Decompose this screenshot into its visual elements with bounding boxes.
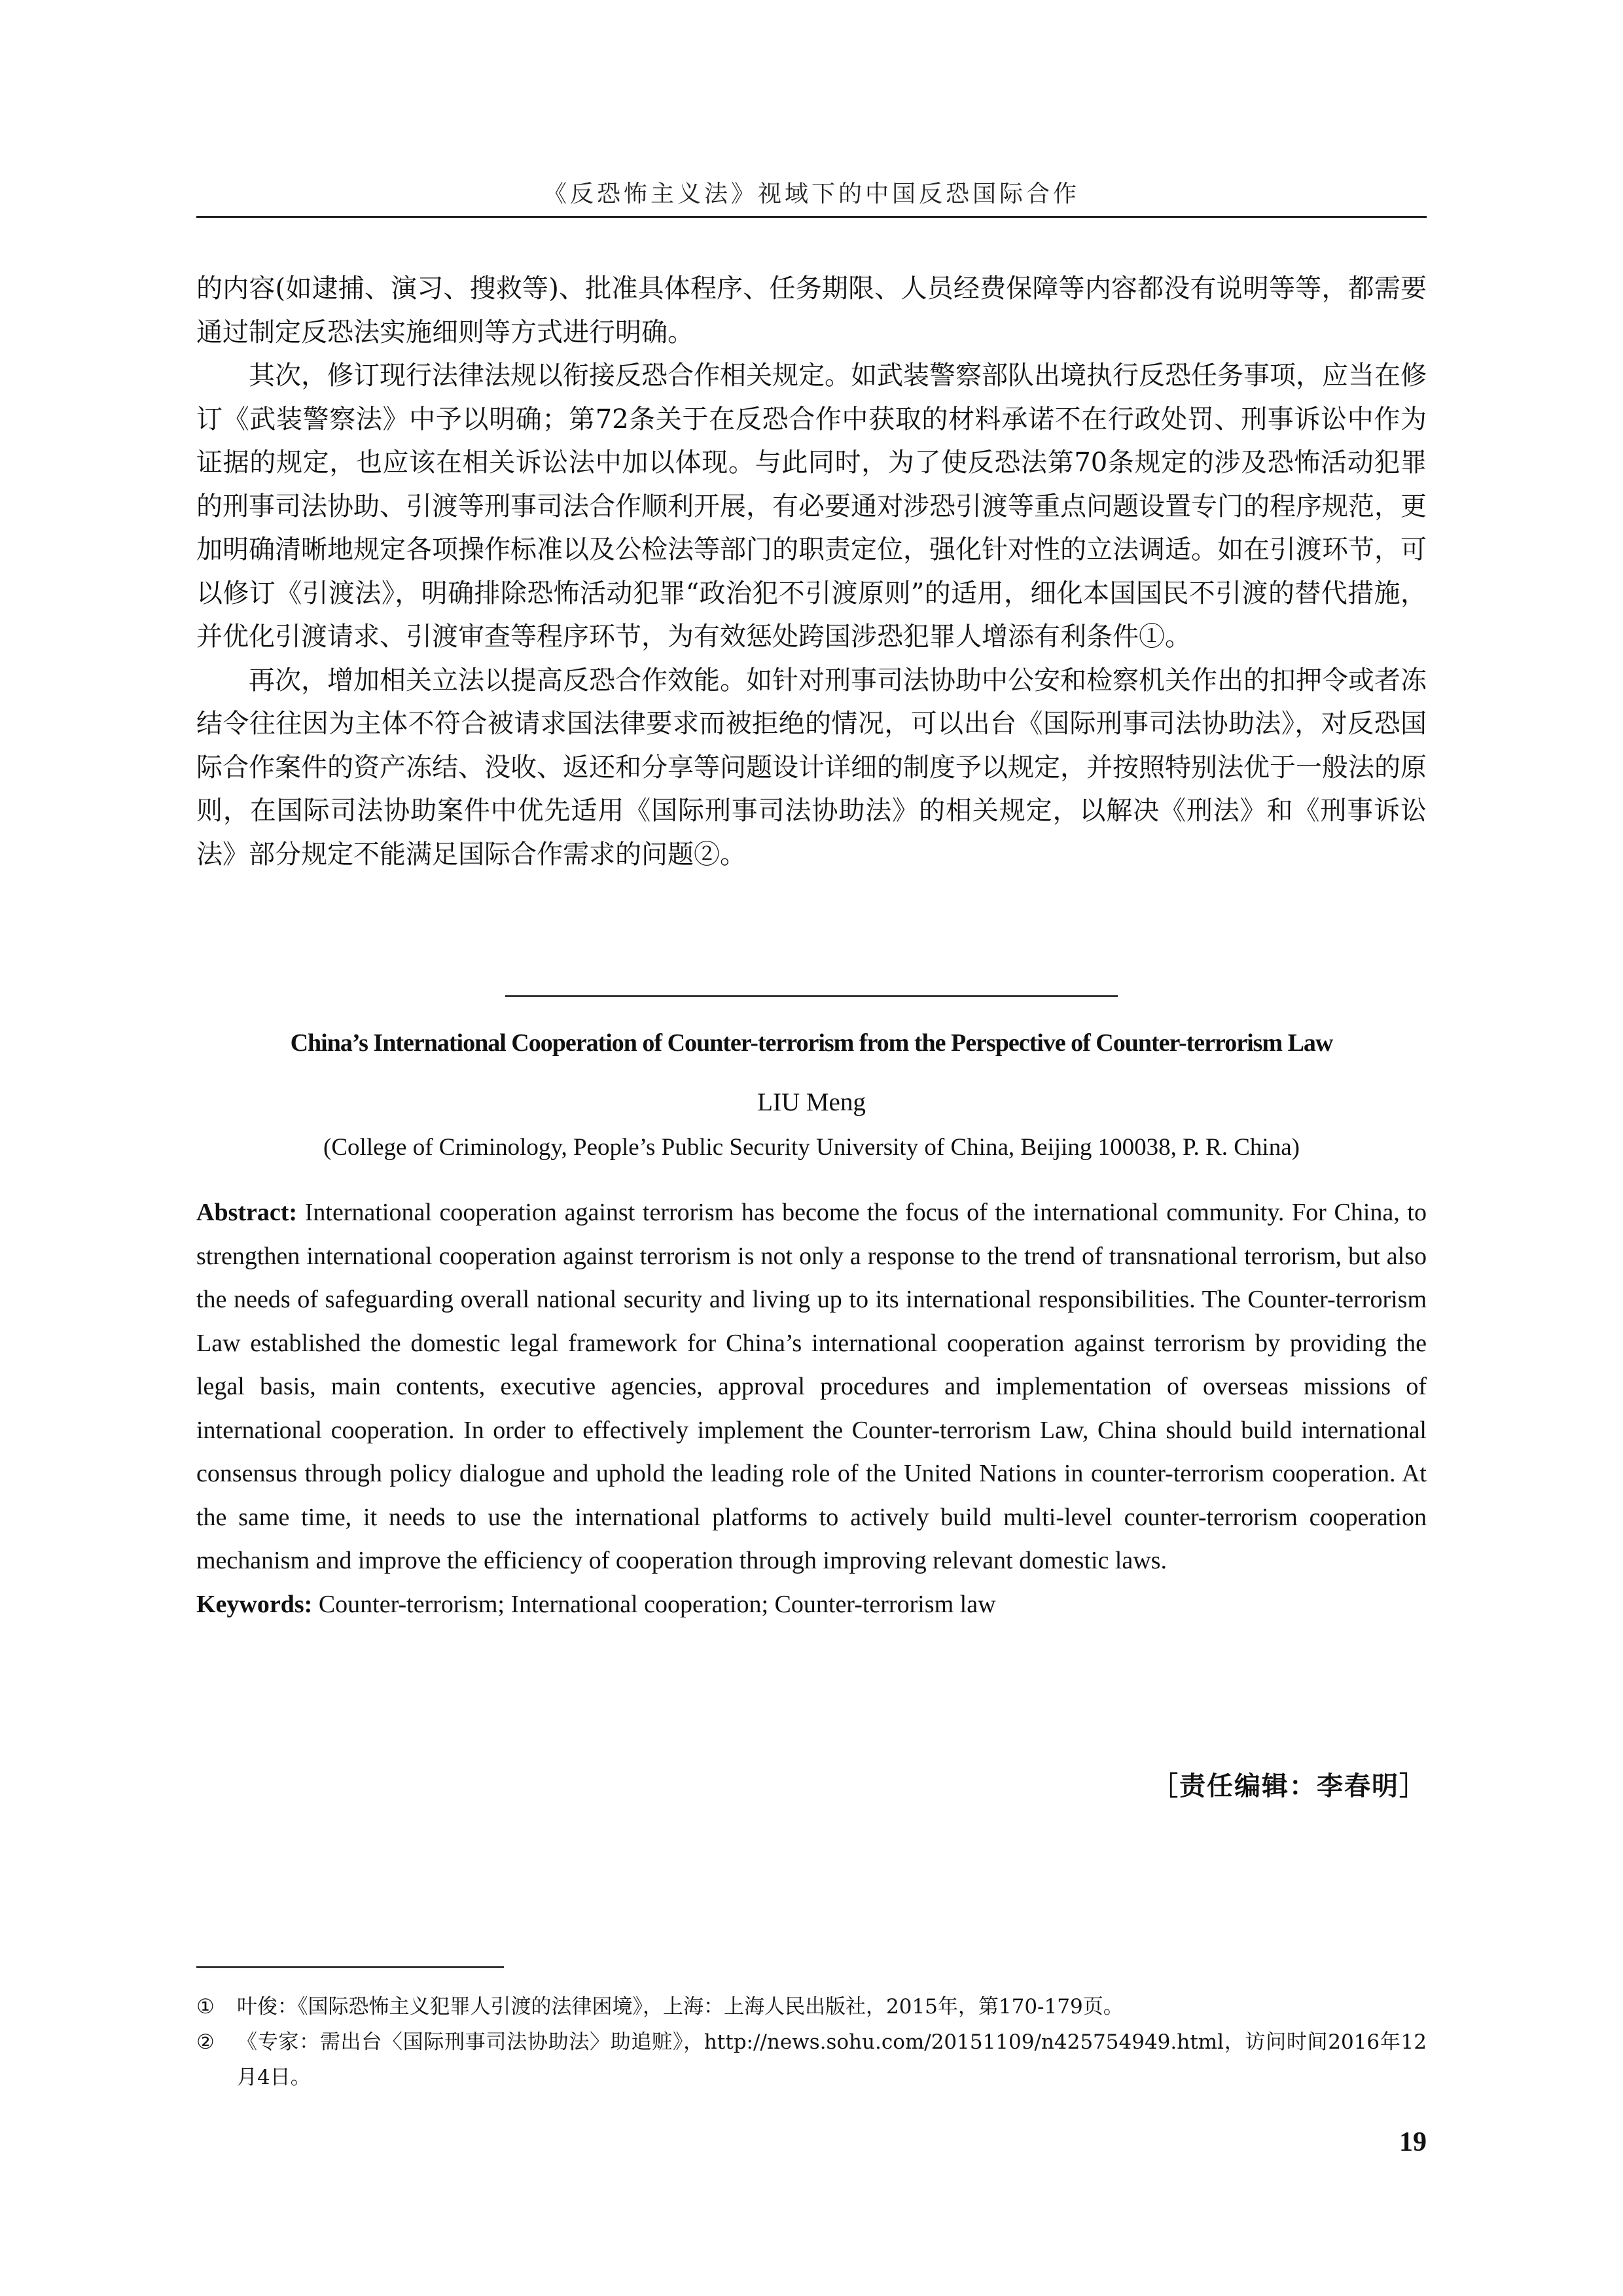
keywords-text: Counter-terrorism; International cooperation; Counter-terrorism law (312, 1590, 996, 1618)
footnote-text: 叶俊：《国际恐怖主义犯罪人引渡的法律困境》，上海：上海人民出版社，2015年，第170-179页。 (237, 1995, 1124, 2019)
page-number: 19 (1399, 2127, 1427, 2157)
abstract-text: International cooperation against terrorism has become the focus of the international community. For China, to strengthen international cooperation against terrorism is not only a response to the trend of transnational terrorism, but also the needs of safeguarding overall national security and living up to its international responsibilities. The Counter-terrorism Law established the domestic legal framework for China’s international cooperation against terrorism by providing the legal basis, main contents, executive agencies, approval procedures and implementation of overseas missions of international cooperation. In order to effectively implement the Counter-terrorism Law, China should build international consensus through policy dialogue and uphold the leading role of the United Nations in counter-terrorism cooperation. At the same time, it needs to use the international platforms to actively build multi-level counter-terrorism cooperation mechanism and improve the efficiency of cooperation through improving relevant domestic laws. (196, 1199, 1427, 1574)
footnote (196, 1989, 1427, 2024)
abstract-paragraph (196, 1191, 1427, 1583)
english-affiliation: (College of Criminology, People’s Public Security University of China, Beijing 100038, P. R. China) (323, 1134, 1300, 1161)
header-rule (196, 216, 1427, 218)
english-abstract (196, 1191, 1427, 1626)
keywords-paragraph (196, 1583, 1427, 1627)
footnote-mark: ② (196, 2030, 215, 2054)
footnote-mark: ① (196, 1995, 215, 2019)
footnote (196, 2024, 1427, 2095)
body-paragraph: 其次，修订现行法律法规以衔接反恐合作相关规定。如武装警察部队出境执行反恐任务事项，应当在修订《武装警察法》中予以明确；第72条关于在反恐合作中获取的材料承诺不在行政处罚、刑事诉讼中作为证据的规定，也应该在相关诉讼法中加以体现。与此同时，为了使反恐法第70条规定的涉及恐怖活动犯罪的刑事司法协助、引渡等刑事司法合作顺利开展，有必要通对涉恐引渡等重点问题设置专门的程序规范，更加明确清晰地规定各项操作标准以及公检法等部门的职责定位，强化针对性的立法调适。如在引渡环节，可以修订《引渡法》，明确排除恐怖活动犯罪“政治犯不引渡原则”的适用，细化本国国民不引渡的替代措施，并优化引渡请求、引渡审查等程序环节，为有效惩处跨国涉恐犯罪人增添有利条件①。 (196, 361, 1427, 652)
footnote-text: 《专家：需出台〈国际刑事司法协助法〉助追赃》，http://news.sohu.com/20151109/n425754949.html，访问时间2016年12月4日。 (237, 2030, 1427, 2089)
chinese-body-text (196, 267, 1427, 876)
running-head: 《反恐怖主义法》视域下的中国反恐国际合作 (543, 181, 1080, 207)
english-title: China’s International Cooperation of Counter-terrorism from the Perspective of Counter-terrorism Law (290, 1029, 1333, 1057)
footnote-rule (196, 1966, 504, 1968)
footnotes (196, 1989, 1427, 2095)
editor-note: ［责任编辑：李春明］ (1152, 1771, 1427, 1801)
section-separator (505, 995, 1118, 997)
english-author: LIU Meng (757, 1088, 866, 1116)
body-paragraph: 的内容(如逮捕、演习、搜救等)、批准具体程序、任务期限、人员经费保障等内容都没有说明等等，都需要通过制定反恐法实施细则等方式进行明确。 (196, 274, 1427, 347)
keywords-label: Keywords: (196, 1590, 313, 1618)
abstract-label: Abstract: (196, 1199, 298, 1226)
body-paragraph: 再次，增加相关立法以提高反恐合作效能。如针对刑事司法协助中公安和检察机关作出的扣押令或者冻结令往往因为主体不符合被请求国法律要求而被拒绝的情况，可以出台《国际刑事司法协助法》，对反恐国际合作案件的资产冻结、没收、返还和分享等问题设计详细的制度予以规定，并按照特别法优于一般法的原则，在国际司法协助案件中优先适用《国际刑事司法协助法》的相关规定，以解决《刑法》和《刑事诉讼法》部分规定不能满足国际合作需求的问题②。 (196, 665, 1427, 870)
